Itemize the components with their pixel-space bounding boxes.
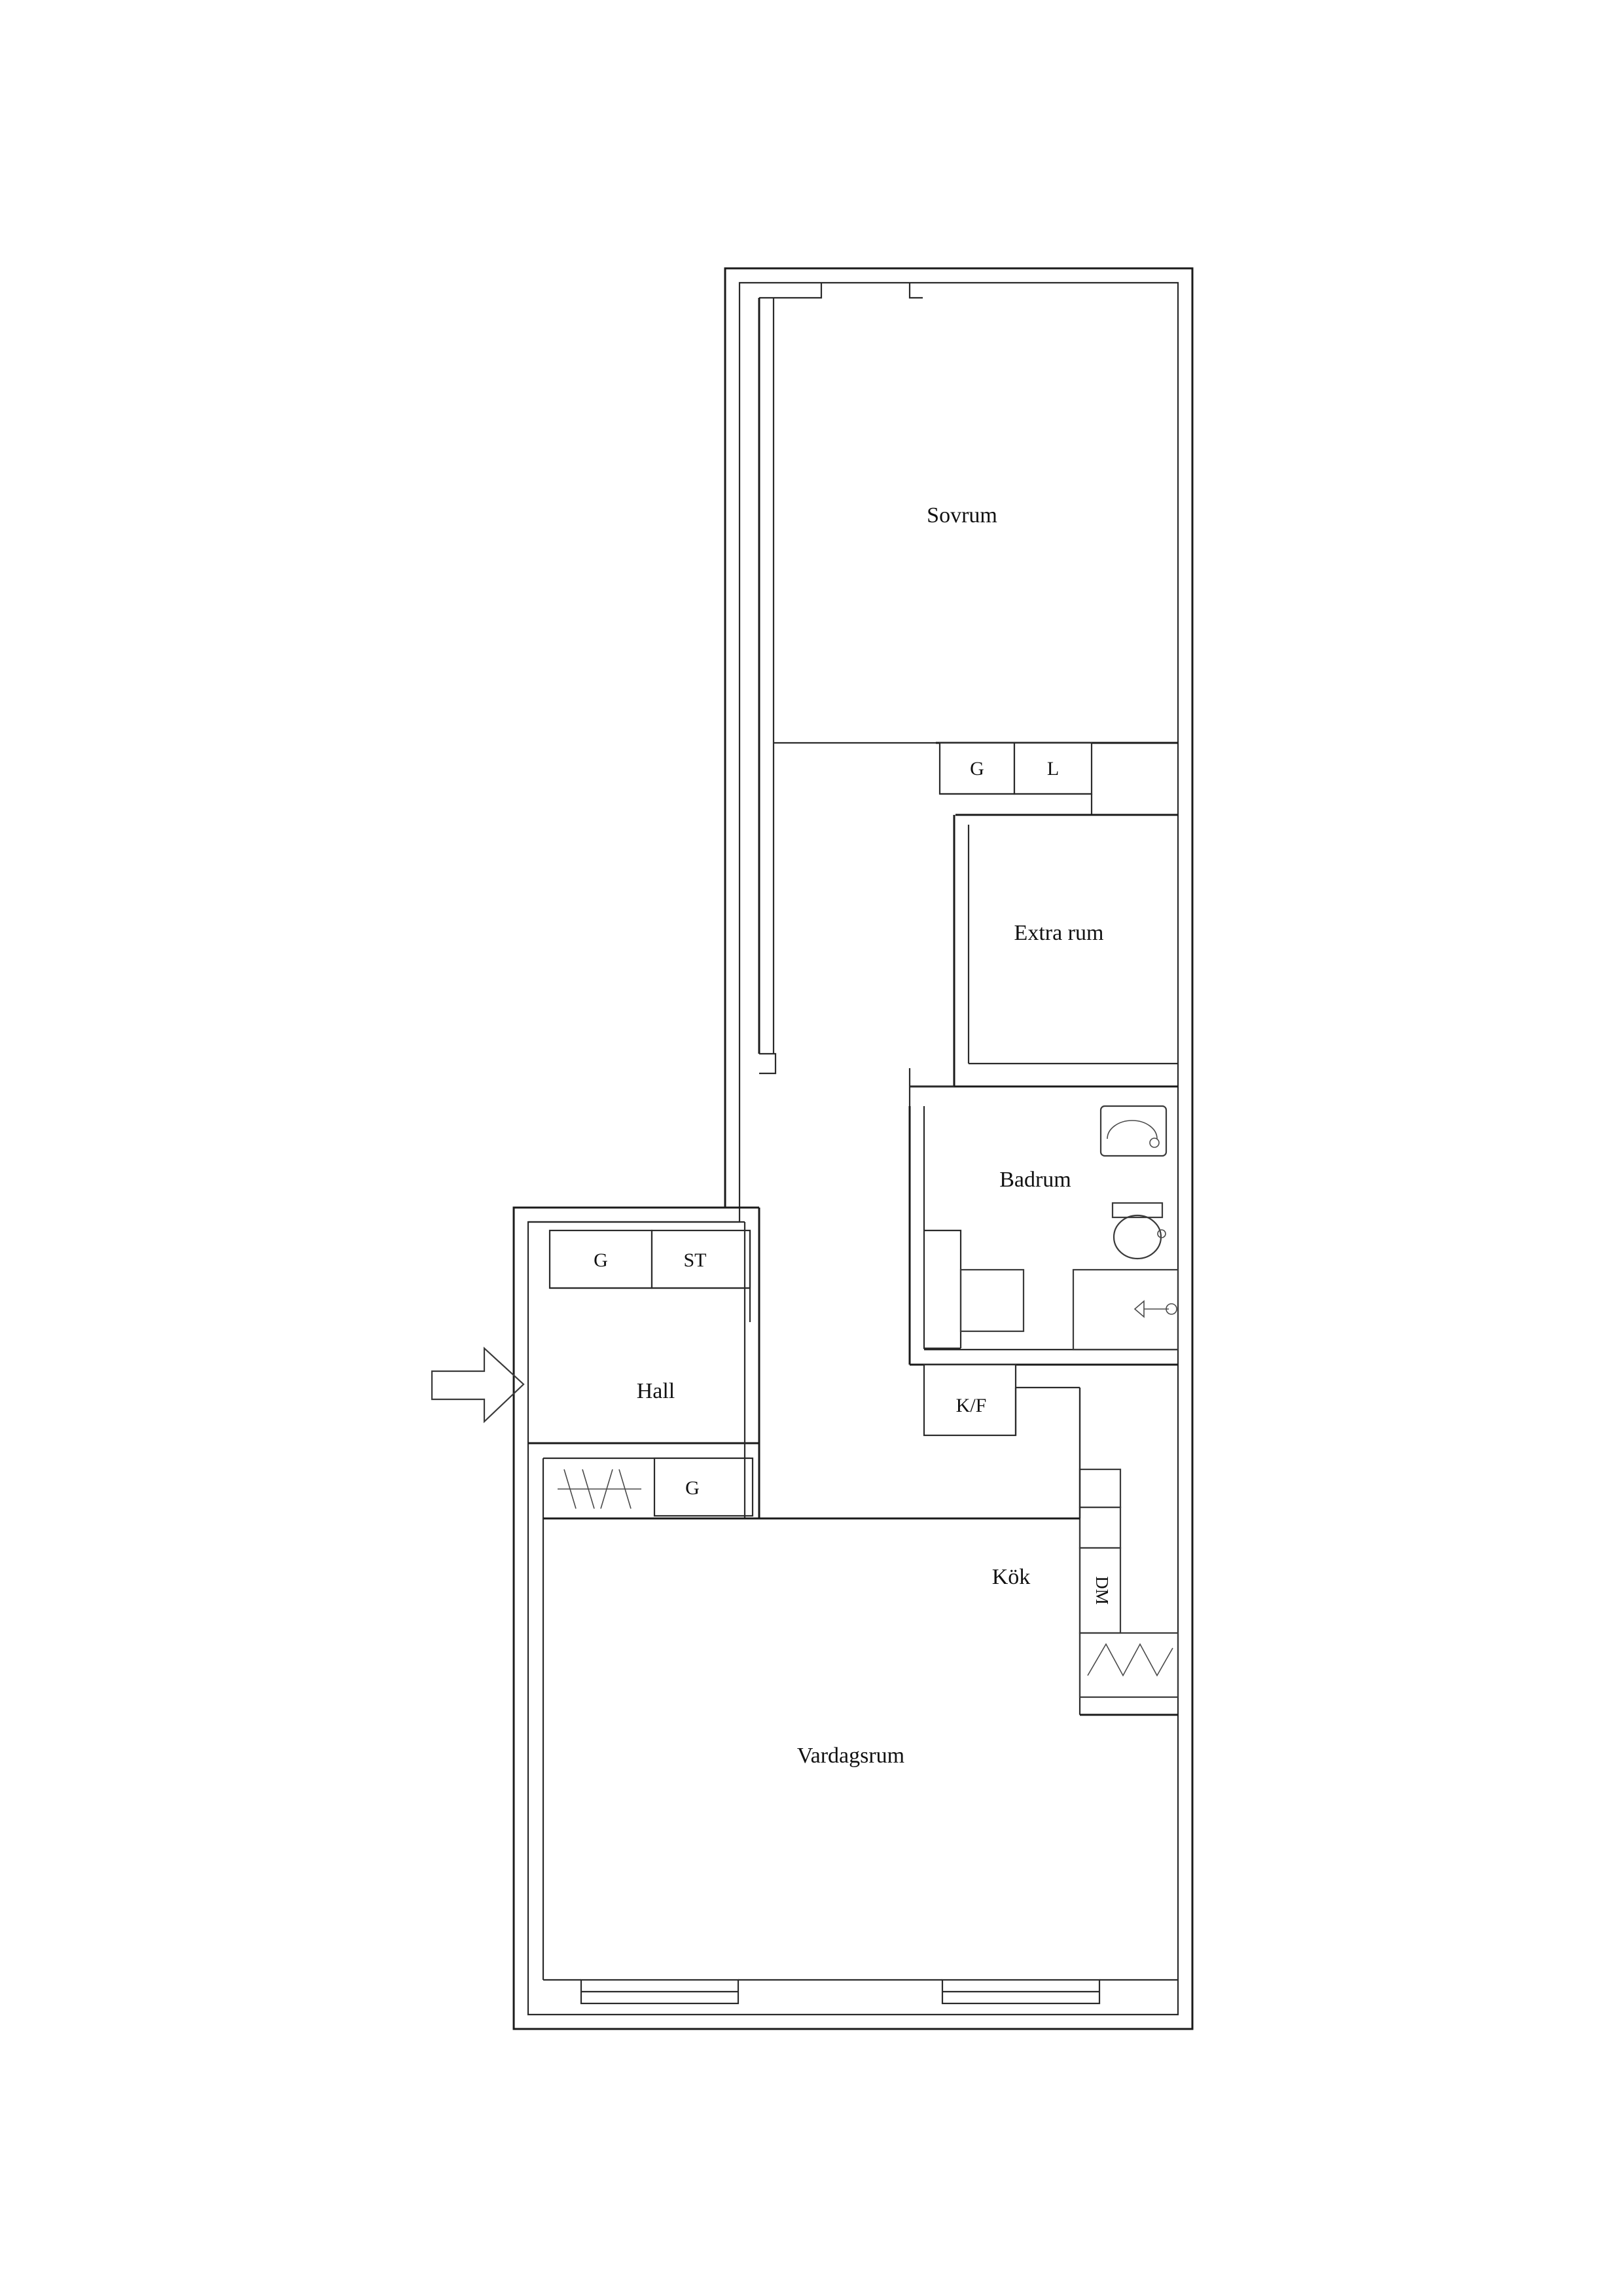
closet-label-hall-st: ST xyxy=(683,1249,707,1271)
closet-label-living-g: G xyxy=(685,1477,700,1499)
closet-label-hall-g: G xyxy=(594,1249,608,1271)
room-label-kok: Kök xyxy=(991,1564,1031,1589)
room-label-extra-rum: Extra rum xyxy=(1014,920,1104,945)
room-label-hall: Hall xyxy=(636,1378,675,1403)
closet-label-sovrum-g: G xyxy=(970,757,984,780)
appliance-label-dishwasher: DM xyxy=(1092,1576,1112,1605)
bathroom-sink-icon xyxy=(1101,1106,1166,1156)
room-label-vardagsrum: Vardagsrum xyxy=(796,1743,905,1768)
hall-hatch-marks xyxy=(558,1469,641,1509)
entrance-arrow xyxy=(432,1348,524,1422)
room-hall xyxy=(514,1208,759,1518)
room-vardagsrum xyxy=(543,1388,1178,2003)
room-label-sovrum: Sovrum xyxy=(927,503,997,528)
stove-icon xyxy=(1080,1633,1178,1697)
room-kok xyxy=(924,1365,1178,1715)
closet-group-bedroom xyxy=(940,743,1092,794)
closet-label-sovrum-l: L xyxy=(1046,757,1060,780)
room-extra-rum xyxy=(910,794,1178,1106)
room-label-badrum: Badrum xyxy=(999,1167,1071,1192)
room-badrum xyxy=(910,1106,1178,1365)
closet-label-kitchen-kf: K/F xyxy=(955,1394,987,1416)
living-room-windows xyxy=(581,1980,1099,2003)
bath-area-icon xyxy=(1073,1270,1178,1350)
toilet-icon xyxy=(1113,1203,1166,1259)
